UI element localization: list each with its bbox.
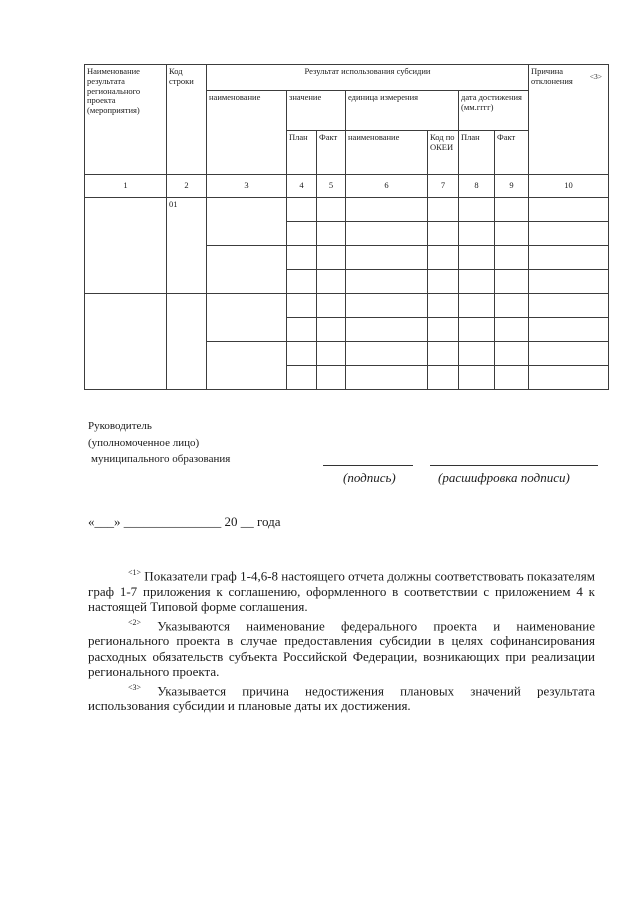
footnote-mark: <3> [128, 682, 142, 692]
column-number: 10 [529, 175, 609, 198]
header-date-plan: План [459, 131, 495, 175]
unit-name-cell[interactable] [346, 198, 428, 222]
signature-decode-line[interactable] [430, 465, 598, 466]
value-plan-cell[interactable] [287, 270, 317, 294]
date-plan-cell[interactable] [459, 342, 495, 366]
column-number: 2 [167, 175, 207, 198]
footnote-text: Указываются наименование федерального проекта и наименование регионального проекта в случае предоставления субсидии в целях софинансирования расходных обязательств субъекта Российской Федерации, возникающих при реализации регионального проекта. [88, 617, 595, 680]
value-fact-cell[interactable] [317, 318, 346, 342]
column-number: 3 [207, 175, 287, 198]
signature-decode-caption: (расшифровка подписи) [438, 470, 570, 485]
unit-name-cell[interactable] [346, 270, 428, 294]
value-fact-cell[interactable] [317, 342, 346, 366]
reason-cell[interactable] [529, 198, 609, 222]
value-plan-cell[interactable] [287, 294, 317, 318]
header-unit-name: наименование [346, 131, 428, 175]
date-fact-cell[interactable] [495, 342, 529, 366]
header-unit: единица измерения [346, 91, 459, 131]
reason-cell[interactable] [529, 222, 609, 246]
footnote-mark: <1> [128, 568, 142, 577]
reason-cell[interactable] [529, 270, 609, 294]
value-fact-cell[interactable] [317, 366, 346, 390]
column-number: 7 [428, 175, 459, 198]
unit-okei-cell[interactable] [428, 222, 459, 246]
signatory-block [88, 418, 230, 468]
date-fact-cell[interactable] [495, 222, 529, 246]
footnote-3 [88, 680, 595, 714]
footnote-text: Указывается причина недостижения плановых значений результата использования субсидии и плановые даты их достижения. [88, 682, 595, 714]
unit-name-cell[interactable] [346, 246, 428, 270]
date-plan-cell[interactable] [459, 294, 495, 318]
value-plan-cell[interactable] [287, 318, 317, 342]
date-plan-cell[interactable] [459, 246, 495, 270]
date-plan-cell[interactable] [459, 366, 495, 390]
header-value-plan: План [287, 131, 317, 175]
header-deviation-reason [529, 65, 609, 175]
reason-footnote-mark: <3> [589, 72, 602, 81]
value-fact-cell[interactable] [317, 270, 346, 294]
unit-okei-cell[interactable] [428, 342, 459, 366]
date-fact-cell[interactable] [495, 270, 529, 294]
name-cell[interactable] [207, 246, 287, 294]
value-fact-cell[interactable] [317, 246, 346, 270]
unit-okei-cell[interactable] [428, 294, 459, 318]
date-plan-cell[interactable] [459, 318, 495, 342]
value-plan-cell[interactable] [287, 222, 317, 246]
column-number: 9 [495, 175, 529, 198]
header-value-fact: Факт [317, 131, 346, 175]
value-plan-cell[interactable] [287, 198, 317, 222]
signature-caption: (подпись) [343, 470, 396, 485]
date-fact-cell[interactable] [495, 366, 529, 390]
column-numbers-row [85, 175, 609, 198]
name-cell[interactable] [207, 342, 287, 390]
column-number: 1 [85, 175, 167, 198]
date-plan-cell[interactable] [459, 270, 495, 294]
reason-cell[interactable] [529, 246, 609, 270]
value-plan-cell[interactable] [287, 246, 317, 270]
header-achievement-date: дата достижения (мм.гггг) [459, 91, 529, 131]
unit-name-cell[interactable] [346, 222, 428, 246]
signatory-subtitle: (уполномоченное лицо) [88, 436, 200, 449]
reason-label: Причина отклонения [531, 66, 573, 86]
value-fact-cell[interactable] [317, 198, 346, 222]
footnote-1 [88, 565, 595, 615]
column-number: 5 [317, 175, 346, 198]
date-field[interactable]: «___» _______________ 20 __ года [88, 514, 281, 529]
footnote-text: Показатели граф 1-4,6-8 настоящего отчета должны соответствовать показателям граф 1-7 приложения к соглашению, оформленного в соответствии с приложением 4 к настоящей Типовой форме соглашения. [88, 568, 595, 615]
unit-okei-cell[interactable] [428, 270, 459, 294]
reason-cell[interactable] [529, 318, 609, 342]
value-plan-cell[interactable] [287, 366, 317, 390]
header-name: наименование [207, 91, 287, 175]
header-row-code: Код строки [167, 65, 207, 175]
header-value: значение [287, 91, 346, 131]
unit-okei-cell[interactable] [428, 198, 459, 222]
unit-name-cell[interactable] [346, 318, 428, 342]
value-fact-cell[interactable] [317, 294, 346, 318]
column-number: 8 [459, 175, 495, 198]
value-fact-cell[interactable] [317, 222, 346, 246]
date-fact-cell[interactable] [495, 318, 529, 342]
name-cell[interactable] [207, 294, 287, 342]
table-row [85, 294, 609, 318]
signature-line[interactable] [323, 465, 413, 466]
result-name-cell[interactable] [85, 294, 167, 390]
row-code-cell[interactable] [167, 294, 207, 390]
reason-cell[interactable] [529, 294, 609, 318]
report-table [84, 64, 609, 390]
footnote-2 [88, 615, 595, 680]
signatory-organization: муниципального образования [91, 453, 231, 465]
column-number: 6 [346, 175, 428, 198]
unit-okei-cell[interactable] [428, 246, 459, 270]
header-unit-okei: Код по ОКЕИ [428, 131, 459, 175]
unit-name-cell[interactable] [346, 342, 428, 366]
signatory-title: Руководитель [88, 420, 152, 432]
date-fact-cell[interactable] [495, 198, 529, 222]
unit-okei-cell[interactable] [428, 318, 459, 342]
header-date-fact: Факт [495, 131, 529, 175]
header-result-name: Наименование результата регионального проекта (мероприятия) [85, 65, 167, 175]
date-fact-cell[interactable] [495, 294, 529, 318]
name-cell[interactable] [207, 198, 287, 246]
date-plan-cell[interactable] [459, 222, 495, 246]
header-subsidy-result: Результат использования субсидии [207, 65, 529, 91]
row-code-cell[interactable]: 01 [167, 198, 207, 294]
table-row [85, 198, 609, 222]
unit-okei-cell[interactable] [428, 366, 459, 390]
date-plan-cell[interactable] [459, 198, 495, 222]
footnote-mark: <2> [128, 617, 142, 627]
unit-name-cell[interactable] [346, 294, 428, 318]
value-plan-cell[interactable] [287, 342, 317, 366]
footnotes [88, 565, 595, 714]
reason-cell[interactable] [529, 366, 609, 390]
reason-cell[interactable] [529, 342, 609, 366]
date-fact-cell[interactable] [495, 246, 529, 270]
unit-name-cell[interactable] [346, 366, 428, 390]
column-number: 4 [287, 175, 317, 198]
result-name-cell[interactable] [85, 198, 167, 294]
